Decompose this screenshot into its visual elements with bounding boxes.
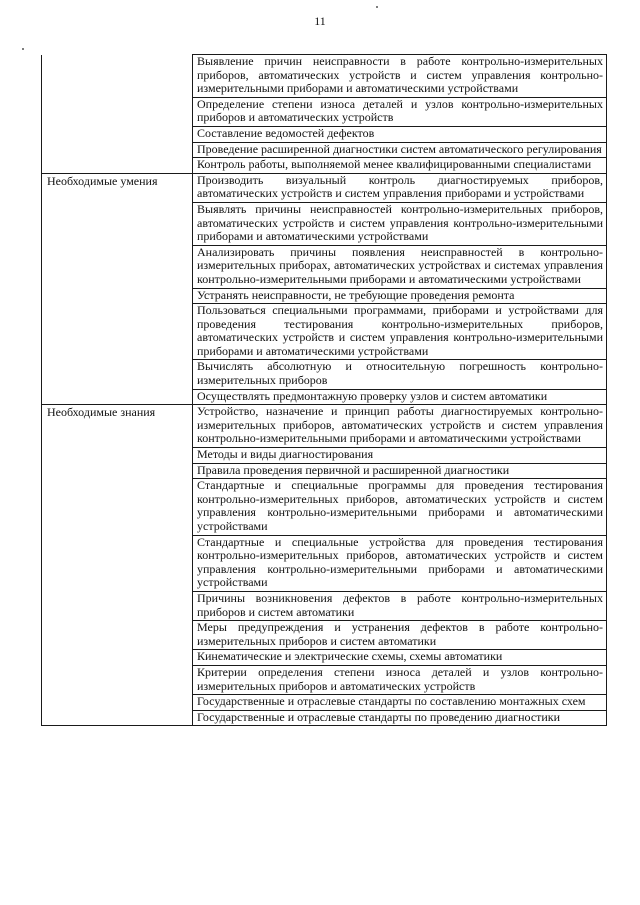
requirements-table-body (42, 55, 607, 726)
category-label: Необходимые умения (42, 173, 193, 405)
requirement-item: Определение степени износа деталей и узлов контрольно-измерительных приборов и автоматических устройств (193, 97, 607, 126)
requirement-item: Государственные и отраслевые стандарты по проведению диагностики (193, 710, 607, 726)
scan-speck (22, 48, 24, 50)
requirement-item: Производить визуальный контроль диагностируемых приборов, автоматических устройств и систем управления приборами и устройствами (193, 173, 607, 202)
requirement-item: Стандартные и специальные устройства для проведения тестирования контрольно-измерительных приборов, автоматических устройств и систем управления контрольно-измерительными приборами и автоматическими устройствами (193, 535, 607, 591)
requirement-item: Проведение расширенной диагностики систем автоматического регулирования (193, 142, 607, 158)
requirement-item: Устройство, назначение и принцип работы диагностируемых контрольно-измерительных приборов, автоматических устройств и систем управления контрольно-измерительными приборами и автоматическими устройствами (193, 405, 607, 448)
requirement-item: Методы и виды диагностирования (193, 448, 607, 464)
requirement-item: Причины возникновения дефектов в работе контрольно-измерительных приборов и систем автоматики (193, 591, 607, 620)
scan-speck (376, 6, 378, 8)
requirement-item: Осуществлять предмонтажную проверку узлов и систем автоматики (193, 389, 607, 405)
requirement-item: Стандартные и специальные программы для проведения тестирования контрольно-измерительных приборов, автоматических устройств и систем управления контрольно-измерительными приборами и автоматическими устройствами (193, 479, 607, 535)
requirement-item: Меры предупреждения и устранения дефектов в работе контрольно-измерительных приборов и систем автоматики (193, 621, 607, 650)
requirement-item: Кинематические и электрические схемы, схемы автоматики (193, 650, 607, 666)
requirement-item: Государственные и отраслевые стандарты по составлению монтажных схем (193, 695, 607, 711)
table-row (42, 55, 607, 98)
page-number: 11 (314, 14, 326, 28)
requirement-item: Контроль работы, выполняемой менее квалифицированными специалистами (193, 158, 607, 174)
table-row (42, 173, 607, 202)
requirement-item: Устранять неисправности, не требующие проведения ремонта (193, 288, 607, 304)
requirement-item: Выявление причин неисправности в работе контрольно-измерительных приборов, автоматических устройств и систем управления контрольно-измерительными приборами и автоматическими устройствами (193, 55, 607, 98)
requirement-item: Правила проведения первичной и расширенной диагностики (193, 463, 607, 479)
requirement-item: Анализировать причины появления неисправностей в контрольно-измерительных приборах, автоматических устройствах и системах управления контрольно-измерительными приборами и автоматическими устройствами (193, 245, 607, 288)
table-row (42, 405, 607, 448)
category-label (42, 55, 193, 174)
requirement-item: Составление ведомостей дефектов (193, 126, 607, 142)
requirement-item: Критерии определения степени износа деталей и узлов контрольно-измерительных приборов и автоматических устройств (193, 665, 607, 694)
requirement-item: Пользоваться специальными программами, приборами и устройствами для проведения тестирования контрольно-измерительных приборов, автоматических устройств и систем управления контрольно-измерительными приборами и автоматическими устройствами (193, 304, 607, 360)
requirement-item: Выявлять причины неисправностей контрольно-измерительных приборов, автоматических устройств и систем управления контрольно-измерительными приборами и автоматическими устройствами (193, 202, 607, 245)
requirement-item: Вычислять абсолютную и относительную погрешность контрольно-измерительных приборов (193, 360, 607, 389)
category-label: Необходимые знания (42, 405, 193, 726)
requirements-table (41, 54, 607, 726)
